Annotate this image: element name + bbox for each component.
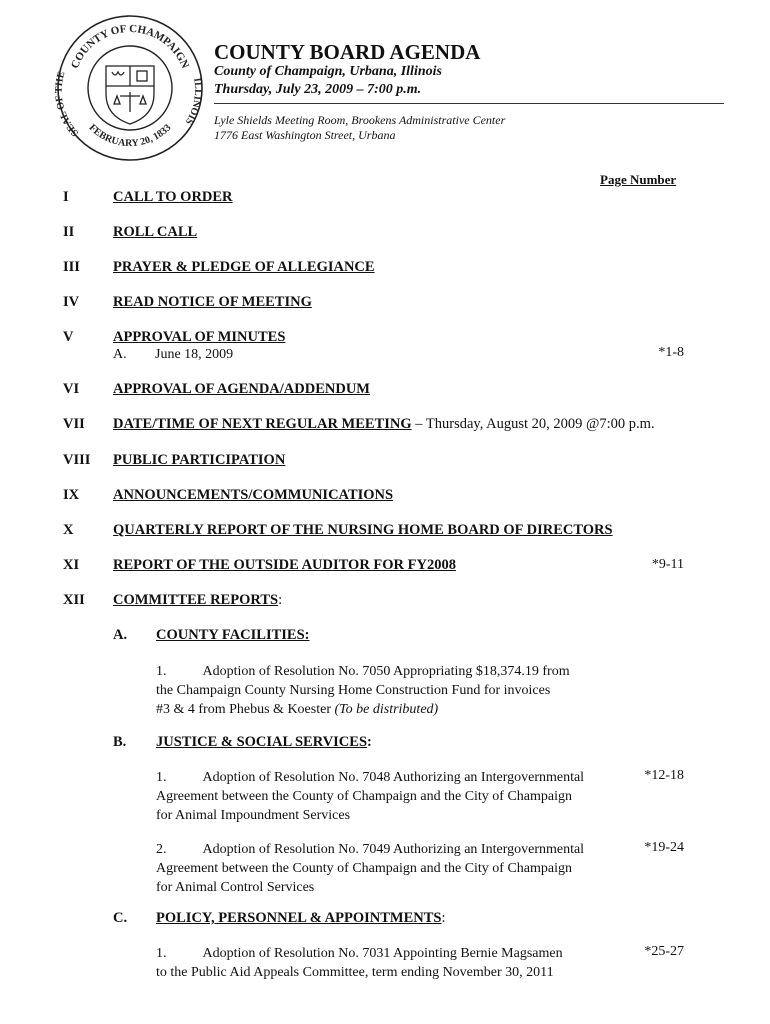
county-subtitle: County of Champaign, Urbana, Illinois	[214, 64, 442, 79]
item-title: COMMITTEE REPORTS	[113, 592, 279, 608]
committee-title: POLICY, PERSONNEL & APPOINTMENTS	[156, 910, 442, 926]
agenda-entry: 1. Adoption of Resolution No. 7048 Authorizing an Intergovernmental Agreement between the County of Champaign and the City of Champaign for Animal Impoundment Services	[156, 770, 585, 823]
committee-title: JUSTICE & SOCIAL SERVICES	[156, 734, 368, 750]
page-ref: *1-8	[658, 345, 684, 360]
item-number: VIII	[63, 452, 91, 468]
county-seal	[54, 12, 206, 164]
item-title: APPROVAL OF AGENDA/ADDENDUM	[113, 381, 370, 397]
item-number: III	[63, 259, 80, 275]
committee-letter: B.	[113, 734, 127, 750]
committee-letter: A.	[113, 627, 128, 643]
item-number: XII	[63, 592, 85, 608]
seal-right-text: ILLINOIS	[182, 77, 204, 127]
item-title: REPORT OF THE OUTSIDE AUDITOR FOR FY2008	[113, 557, 456, 573]
agenda-entry: 2. Adoption of Resolution No. 7049 Authorizing an Intergovernmental Agreement between the County of Champaign and the City of Champaign for Animal Control Services	[156, 842, 585, 895]
meeting-address: 1776 East Washington Street, Urbana	[214, 128, 396, 142]
item-title: ROLL CALL	[113, 224, 198, 240]
item-number: XI	[63, 557, 80, 573]
meeting-date: Thursday, July 23, 2009 – 7:00 p.m.	[214, 82, 422, 97]
item-number: IX	[63, 487, 80, 503]
seal-top-text: COUNTY OF CHAMPAIGN	[68, 22, 192, 71]
item-title: DATE/TIME OF NEXT REGULAR MEETING	[113, 416, 412, 432]
shield-icon	[106, 66, 154, 124]
page-ref: *12-18	[644, 768, 684, 783]
item-number: I	[63, 189, 69, 205]
agenda-entry: 1. Adoption of Resolution No. 7050 Appropriating $18,374.19 from the Champaign County Nursing Home Construction Fund for invoices #3 & 4 from Phebus & Koester (To be distributed)	[156, 664, 570, 717]
page-number-header: Page Number	[600, 172, 677, 187]
item-title: READ NOTICE OF MEETING	[113, 294, 312, 310]
committee-title: COUNTY FACILITIES:	[156, 627, 310, 643]
meeting-location: Lyle Shields Meeting Room, Brookens Administrative Center	[214, 113, 506, 127]
page-ref: *25-27	[644, 944, 684, 959]
page-ref: *9-11	[651, 557, 684, 572]
item-title: PUBLIC PARTICIPATION	[113, 452, 286, 468]
committee-letter: C.	[113, 910, 128, 926]
header-divider	[214, 103, 724, 104]
item-title: PRAYER & PLEDGE OF ALLEGIANCE	[113, 259, 375, 275]
item-title: QUARTERLY REPORT OF THE NURSING HOME BOARD OF DIRECTORS	[113, 522, 613, 538]
item-title: ANNOUNCEMENTS/COMMUNICATIONS	[113, 487, 394, 503]
item-number: IV	[63, 294, 80, 310]
item-number: VII	[63, 416, 85, 432]
committee-title-line: POLICY, PERSONNEL & APPOINTMENTS:	[156, 910, 446, 926]
item-number: V	[63, 329, 74, 345]
seal-bottom-text: FEBRUARY 20, 1833	[86, 122, 174, 150]
next-meeting-line	[113, 416, 655, 433]
minutes-date: June 18, 2009	[155, 347, 234, 362]
minutes-sub-letter: A.	[113, 347, 127, 362]
item-number: II	[63, 224, 75, 240]
item-title: APPROVAL OF MINUTES	[113, 329, 286, 345]
entry-note: (To be distributed)	[334, 702, 439, 717]
seal-left-text: SEAL OF THE	[54, 70, 81, 139]
next-meeting-date: – Thursday, August 20, 2009 @7:00 p.m.	[411, 416, 655, 432]
item-number: X	[63, 522, 74, 538]
item-number: VI	[63, 381, 80, 397]
item-title: CALL TO ORDER	[113, 189, 233, 205]
page-ref: *19-24	[644, 840, 684, 855]
committee-reports-line: COMMITTEE REPORTS:	[113, 592, 283, 608]
agenda-entry: 1. Adoption of Resolution No. 7031 Appointing Bernie Magsamen to the Public Aid Appeals Committee, term ending November 30, 2011	[156, 946, 563, 980]
committee-title-line: JUSTICE & SOCIAL SERVICES:	[156, 734, 372, 750]
agenda-title: COUNTY BOARD AGENDA	[214, 40, 481, 64]
